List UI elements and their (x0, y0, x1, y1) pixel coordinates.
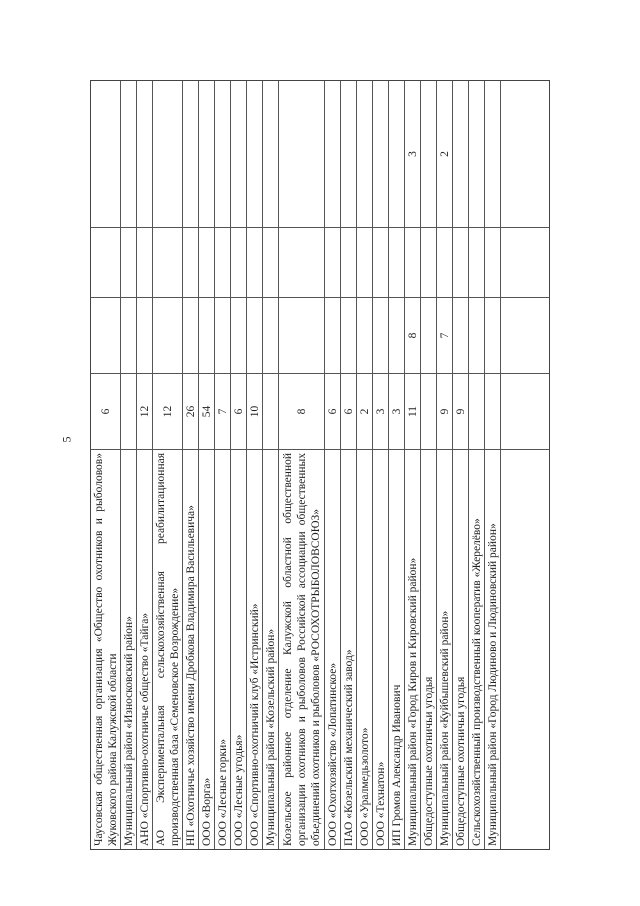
row-value-cell (373, 81, 388, 227)
row-value-cell: 3 (389, 373, 404, 449)
row-name-cell: Муниципальный район «Износковский район» (121, 449, 136, 849)
row-value-cell (137, 227, 152, 297)
row-value-cell (453, 297, 468, 373)
row-value-cell (501, 373, 549, 449)
row-value-cell: 3 (406, 151, 419, 157)
row-value-cell (137, 81, 152, 227)
row-name-cell: ООО «Охотхозяйство «Лопатинское» (325, 449, 340, 849)
row-value-cell (389, 297, 404, 373)
row-value-cell (501, 297, 549, 373)
table-row (263, 81, 279, 849)
row-value-cell (421, 297, 436, 373)
row-value-cell (279, 81, 324, 227)
row-value-cell (137, 297, 152, 373)
row-value-cell (199, 81, 214, 227)
row-value-cell: 7 (215, 373, 230, 449)
row-value-cell (263, 373, 278, 449)
row-name-cell: ООО «Технатон» (373, 449, 388, 849)
table-row (247, 81, 263, 849)
row-value-cell (199, 297, 214, 373)
row-value-cell (279, 227, 324, 297)
row-value-cell (485, 227, 500, 297)
row-name-cell: Общедоступные охотничьи угодья (421, 449, 436, 849)
row-value-cell (215, 227, 230, 297)
row-value-cell (153, 297, 182, 373)
row-value-cell: 6 (325, 373, 340, 449)
table-row (121, 81, 137, 849)
row-name-cell: ООО «Уралмедьзолото» (357, 449, 372, 849)
data-table (90, 80, 550, 850)
row-value-cell (153, 81, 182, 227)
table-row (453, 81, 469, 849)
row-value-cell (325, 81, 340, 227)
table-row (199, 81, 215, 849)
row-value-cell (121, 227, 136, 297)
row-value-cell (247, 81, 262, 227)
row-value-cell (215, 297, 230, 373)
row-value-cell: 2 (357, 373, 372, 449)
row-value-cell (357, 81, 372, 227)
row-value-cell (263, 227, 278, 297)
row-value-cell (199, 227, 214, 297)
row-value-cell: 7 (437, 297, 452, 373)
row-value-cell (421, 81, 436, 227)
page-number: 5 (59, 436, 74, 443)
row-value-cell (485, 373, 500, 449)
row-value-cell (469, 81, 484, 227)
table-row (485, 81, 501, 849)
row-name-cell: Сельскохозяйственный производственный кооператив «Жерелёво» (469, 449, 484, 849)
table-row (405, 81, 421, 849)
row-value-cell (215, 81, 230, 227)
table-row (373, 81, 389, 849)
row-value-cell (121, 81, 136, 227)
row-name-cell: НП «Охотничье хозяйство имени Дробкова Владимира Васильевича» (183, 449, 198, 849)
row-value-cell (231, 227, 246, 297)
row-value-cell (357, 227, 372, 297)
row-value-cell: 9 (437, 373, 452, 449)
row-value-cell: 3 (373, 373, 388, 449)
row-value-cell (341, 81, 356, 227)
row-value-cell: 12 (137, 373, 152, 449)
row-name-cell: ООО «Ворга» (199, 449, 214, 849)
row-value-cell (469, 227, 484, 297)
row-name-cell: ООО «Лесные горки» (215, 449, 230, 849)
row-value-cell (121, 297, 136, 373)
row-name-cell: Козельское районное отделение Калужской областной общественной организации охотников и рыболовов Российской ассоциации общественных объединений охотников и рыболовов «РОСОХОТРЫБОЛОВСОЮЗ» (279, 449, 324, 849)
row-value-cell (341, 297, 356, 373)
row-value-cell (231, 81, 246, 227)
row-value-cell (485, 297, 500, 373)
table-row (389, 81, 405, 849)
table-row (469, 81, 485, 849)
row-value-cell (485, 81, 500, 227)
row-value-cell (373, 297, 388, 373)
table-row (91, 81, 121, 849)
row-value-cell (421, 227, 436, 297)
table-row (357, 81, 373, 849)
row-value-cell: 6 (91, 373, 120, 449)
row-value-cell: 26 (183, 373, 198, 449)
row-value-cell: 9 (453, 373, 468, 449)
row-name-cell: Муниципальный район «Город Людиново и Людиновский район» (485, 449, 500, 849)
row-value-cell (405, 227, 420, 297)
row-value-cell (453, 227, 468, 297)
row-value-cell (231, 297, 246, 373)
row-value-cell: 8 (279, 373, 324, 449)
row-value-cell: 2 (438, 151, 451, 157)
row-value-cell: 6 (341, 373, 356, 449)
table-row (215, 81, 231, 849)
row-value-cell (263, 297, 278, 373)
row-value-cell (501, 227, 549, 297)
table-row (325, 81, 341, 849)
row-name-cell: ПАО «Козельский механический завод» (341, 449, 356, 849)
row-value-cell (453, 81, 468, 227)
row-value-cell (153, 227, 182, 297)
table-row (231, 81, 247, 849)
row-value-cell (437, 227, 452, 297)
row-value-cell (421, 373, 436, 449)
row-value-cell (341, 227, 356, 297)
row-name-cell: Муниципальный район «Куйбышевский район» (437, 449, 452, 849)
row-value-cell (501, 81, 549, 227)
table-row (501, 81, 549, 849)
row-value-cell (183, 297, 198, 373)
row-value-cell (325, 227, 340, 297)
row-value-cell (279, 297, 324, 373)
table-row (153, 81, 183, 849)
table-row (437, 81, 453, 849)
row-value-cell (389, 81, 404, 227)
row-name-cell: Чаусовская общественная организация «Общество охотников и рыболовов» Жуковского района Калужской области (91, 449, 120, 849)
row-value-cell (91, 227, 120, 297)
row-name-cell (501, 449, 549, 849)
row-value-cell (469, 297, 484, 373)
row-value-cell: 12 (153, 373, 182, 449)
row-value-cell: 8 (405, 297, 420, 373)
row-name-cell: АНО «Спортивно-охотничье общество «Тайга» (137, 449, 152, 849)
table-row (279, 81, 325, 849)
row-name-cell: ИП Громов Александр Иванович (389, 449, 404, 849)
row-value-cell (469, 373, 484, 449)
row-value-cell (183, 81, 198, 227)
row-value-cell: 10 (247, 373, 262, 449)
row-name-cell: Муниципальный район «Козельский район» (263, 449, 278, 849)
row-value-cell (389, 227, 404, 297)
row-value-cell (91, 81, 120, 227)
row-value-cell (325, 297, 340, 373)
row-name-cell: ООО «Спортивно-охотничий клуб «Истринский» (247, 449, 262, 849)
row-name-cell: Муниципальный район «Город Киров и Кировский район» (405, 449, 420, 849)
table-row (183, 81, 199, 849)
row-value-cell (263, 81, 278, 227)
row-value-cell (357, 297, 372, 373)
row-name-cell: АО Экспериментальная сельскохозяйственная реабилитационная производственная база «Семеновское Возрождение» (153, 449, 182, 849)
row-value-cell (247, 297, 262, 373)
table-row (341, 81, 357, 849)
row-value-cell: 11 (405, 373, 420, 449)
table-row (137, 81, 153, 849)
row-name-cell: ООО «Лесные угодья» (231, 449, 246, 849)
row-value-cell (121, 373, 136, 449)
row-value-cell (183, 227, 198, 297)
row-value-cell: 6 (231, 373, 246, 449)
row-value-cell (91, 297, 120, 373)
row-value-cell (247, 227, 262, 297)
row-value-cell (373, 227, 388, 297)
row-value-cell: 54 (199, 373, 214, 449)
row-name-cell: Общедоступные охотничьи угодья (453, 449, 468, 849)
table-row (421, 81, 437, 849)
